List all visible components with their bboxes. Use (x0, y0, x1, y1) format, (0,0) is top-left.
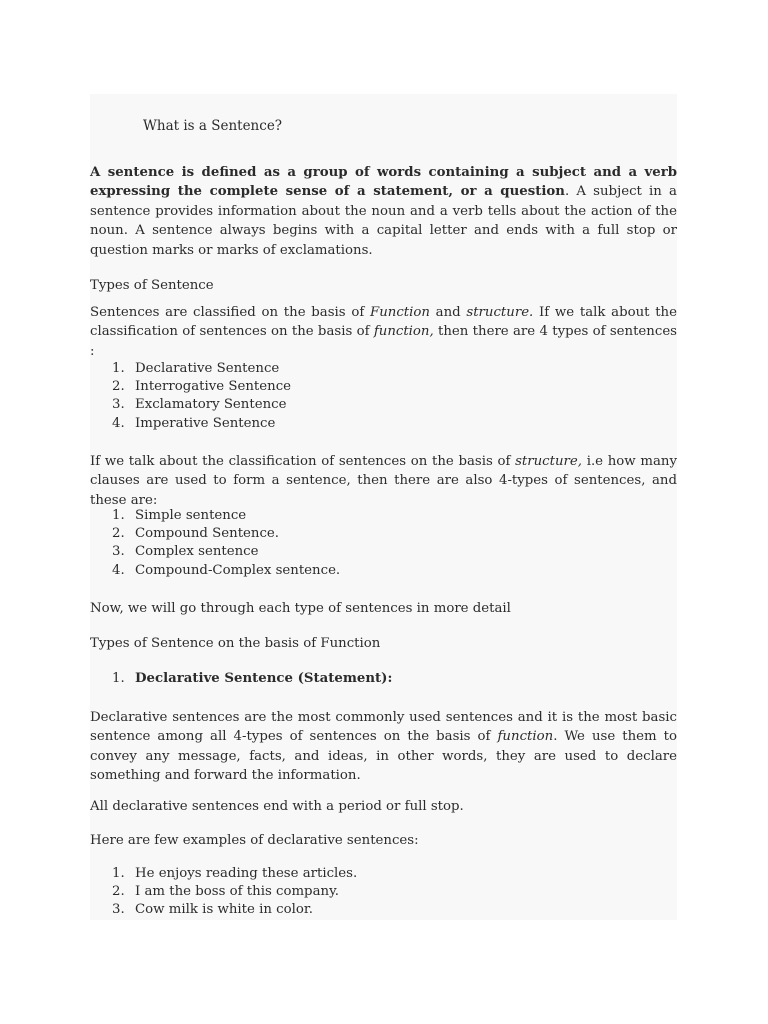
list-item (90, 360, 677, 378)
list-item (90, 901, 677, 919)
detail-line: Now, we will go through each type of sentences in more detail (90, 601, 511, 616)
list-number: 4. (112, 562, 125, 578)
structure-types-list (90, 507, 677, 580)
examples-list (90, 865, 677, 920)
function-paragraph (90, 303, 677, 361)
list-number: 1. (112, 508, 125, 523)
list-item (90, 415, 677, 433)
types-heading: Types of Sentence (90, 278, 214, 293)
list-item (90, 507, 677, 525)
function-para-text-1: Sentences are classified on the basis of (90, 305, 370, 320)
structure-paragraph (90, 452, 677, 510)
list-text: Declarative Sentence (135, 361, 280, 376)
list-number: 3. (112, 397, 125, 413)
structure-para-text-1: If we talk about the classification of sentences on the basis of (90, 454, 516, 469)
declarative-heading-list (90, 670, 677, 688)
function-heading: Types of Sentence on the basis of Function (90, 636, 381, 651)
list-number: 1. (112, 361, 125, 376)
declarative-paragraph (90, 708, 677, 786)
list-item (90, 525, 677, 543)
list-text: I am the boss of this company. (135, 884, 340, 900)
function-para-text-2: and (429, 305, 467, 320)
intro-bold-lead: A sentence is defined as a group of words containing a subject and a verb expressing the complete sense of a statement, or a question (90, 165, 677, 200)
list-item (90, 670, 677, 688)
list-number: 2. (112, 884, 125, 900)
list-text: He enjoys reading these articles. (135, 866, 358, 881)
list-item (90, 883, 677, 901)
structure-para-text-2: i.e how many clauses are used to form a sentence, then there are also 4-types of sentences, and these are: (90, 454, 677, 508)
list-text: Exclamatory Sentence (135, 397, 287, 413)
period-line: All declarative sentences end with a period or full stop. (90, 799, 464, 814)
list-text: Imperative Sentence (135, 415, 276, 431)
list-text: Simple sentence (135, 508, 247, 523)
list-text: Interrogative Sentence (135, 379, 292, 395)
list-number: 3. (112, 544, 125, 560)
list-item (90, 562, 677, 580)
list-text: Compound-Complex sentence. (135, 562, 341, 578)
intro-paragraph (90, 163, 677, 260)
list-number: 2. (112, 526, 125, 542)
function-para-text-4: then there are 4 types of sentences : (90, 324, 678, 359)
list-number: 1. (112, 671, 125, 686)
declarative-heading: Declarative Sentence (Statement): (135, 671, 393, 686)
list-text: Compound Sentence. (135, 526, 280, 542)
list-number: 2. (112, 379, 125, 395)
function-para-italic-3: function, (373, 324, 434, 340)
structure-para-italic-1: structure, (515, 454, 582, 469)
declarative-para-text-2: . We use them to convey any message, facts, and ideas, in other words, they are used to declare something and forward the information. (90, 729, 678, 784)
list-text: Complex sentence (135, 544, 259, 560)
function-para-italic-1: Function (369, 305, 430, 320)
document-page (90, 94, 677, 920)
list-item (90, 378, 677, 396)
list-item (90, 865, 677, 883)
intro-rest: . A subject in a sentence provides information about the noun and a verb tells about the action of the noun. A sentence always begins with a capital letter and ends with a full stop or question marks or marks of exclamations. (90, 184, 677, 258)
declarative-para-italic-1: function (497, 729, 554, 745)
function-para-text-3: If we talk about the classification of sentences on the basis of (90, 305, 677, 340)
list-number: 3. (112, 902, 125, 918)
function-para-italic-2: structure. (466, 305, 534, 320)
declarative-para-text-1: Declarative sentences are the most commonly used sentences and it is the most basic sentence among all 4-types of sentences on the basis of (90, 710, 677, 745)
doc-title: What is a Sentence? (143, 118, 283, 134)
list-text: Cow milk is white in color. (135, 902, 314, 918)
list-number: 1. (112, 866, 125, 881)
function-types-list (90, 360, 677, 433)
examples-line: Here are few examples of declarative sentences: (90, 833, 419, 848)
list-item (90, 396, 677, 414)
list-number: 4. (112, 415, 125, 431)
list-item (90, 543, 677, 561)
